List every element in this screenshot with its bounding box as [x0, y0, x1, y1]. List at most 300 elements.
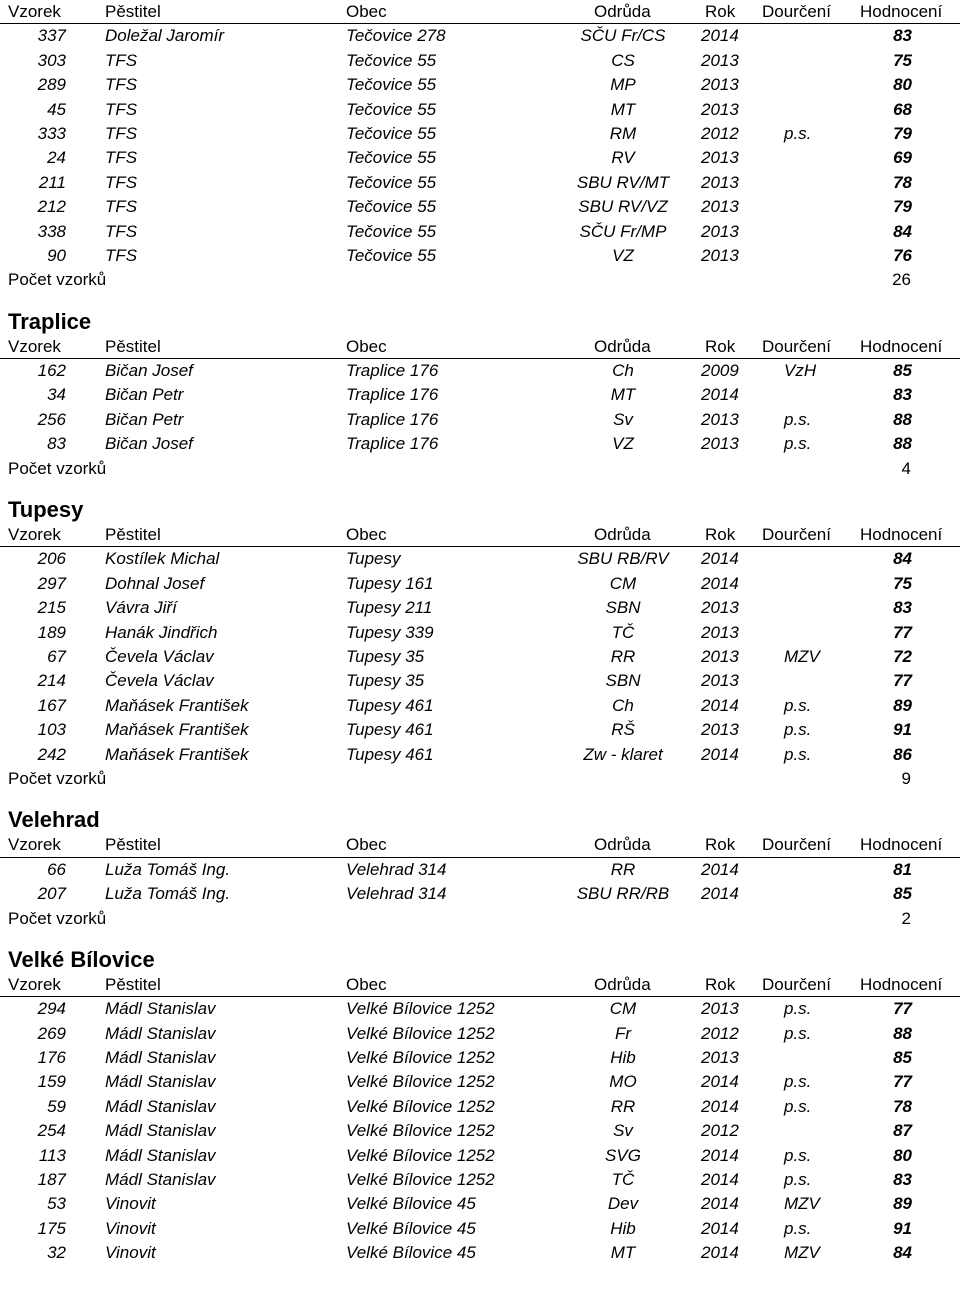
score-cell: 88 — [893, 409, 912, 429]
grower-cell: Kostílek Michal — [105, 549, 220, 569]
variety-cell: CM — [609, 999, 637, 1019]
section-title: Tupesy — [8, 497, 84, 523]
village-cell: Tečovice 55 — [346, 197, 437, 217]
variety-cell: SBU RV/VZ — [578, 197, 668, 217]
classification-cell: p.s. — [784, 999, 812, 1019]
variety-cell: RM — [609, 123, 637, 143]
variety-cell: RR — [610, 646, 636, 666]
table-row — [0, 122, 960, 146]
grower-cell: TFS — [105, 172, 138, 192]
score-cell: 83 — [893, 1170, 912, 1190]
column-header-score: Hodnocení — [860, 336, 943, 356]
year-cell: 2013 — [701, 221, 739, 241]
score-cell: 85 — [893, 884, 912, 904]
year-cell: 2013 — [701, 1048, 739, 1068]
year-cell: 2012 — [701, 1121, 739, 1141]
variety-cell: VZ — [612, 245, 634, 265]
table-row — [0, 98, 960, 122]
village-cell: Tečovice 55 — [346, 172, 437, 192]
variety-cell: RV — [611, 148, 635, 168]
section-title: Velehrad — [8, 807, 100, 833]
village-cell: Traplice 176 — [346, 385, 439, 405]
sample-number-cell: 189 — [37, 622, 66, 642]
grower-cell: TFS — [105, 245, 138, 265]
village-cell: Velké Bílovice 1252 — [346, 1072, 495, 1092]
column-header-grower: Pěstitel — [105, 835, 161, 855]
sample-number-cell: 215 — [37, 598, 66, 618]
variety-cell: MT — [610, 99, 636, 119]
village-cell: Velké Bílovice 1252 — [346, 1145, 495, 1165]
classification-cell: p.s. — [784, 720, 812, 740]
column-header-classification: Dourčení — [762, 525, 831, 545]
village-cell: Tupesy 339 — [346, 622, 434, 642]
table-row — [0, 621, 960, 645]
grower-cell: Mádl Stanislav — [105, 999, 216, 1019]
table-row — [0, 997, 960, 1021]
grower-cell: Doležal Jaromír — [105, 26, 225, 46]
variety-cell: Hib — [610, 1218, 636, 1238]
classification-cell: p.s. — [784, 1072, 812, 1092]
variety-cell: SBU RV/MT — [576, 172, 670, 192]
column-header-grower: Pěstitel — [105, 336, 161, 356]
classification-cell: p.s. — [784, 123, 812, 143]
column-header-year: Rok — [705, 336, 736, 356]
table-row — [0, 24, 960, 48]
variety-cell: TČ — [611, 622, 635, 642]
score-cell: 79 — [893, 197, 912, 217]
year-cell: 2014 — [701, 859, 739, 879]
grower-cell: Vinovit — [105, 1218, 156, 1238]
sample-count-row — [0, 907, 960, 931]
variety-cell: VZ — [612, 434, 634, 454]
variety-cell: RR — [610, 1096, 636, 1116]
year-cell: 2013 — [701, 245, 739, 265]
sample-number-cell: 59 — [47, 1096, 66, 1116]
classification-cell: p.s. — [784, 1023, 812, 1043]
year-cell: 2014 — [701, 1096, 739, 1116]
sample-number-cell: 32 — [47, 1243, 66, 1263]
sample-number-cell: 175 — [37, 1218, 66, 1238]
grower-cell: Bičan Petr — [105, 385, 184, 405]
village-cell: Velké Bílovice 1252 — [346, 1023, 495, 1043]
sample-count-label: Počet vzorků — [8, 458, 107, 478]
village-cell: Tečovice 55 — [346, 245, 437, 265]
sample-count-value: 2 — [901, 908, 911, 928]
score-cell: 79 — [893, 123, 912, 143]
column-header-village: Obec — [346, 2, 387, 21]
year-cell: 2013 — [701, 409, 739, 429]
column-header-classification: Dourčení — [762, 336, 831, 356]
score-cell: 87 — [893, 1121, 912, 1141]
section — [0, 309, 960, 481]
column-header-classification: Dourčení — [762, 835, 831, 855]
variety-cell: CS — [611, 50, 635, 70]
village-cell: Tupesy 461 — [346, 720, 434, 740]
table-row — [0, 1144, 960, 1168]
sample-number-cell: 176 — [37, 1048, 66, 1068]
section-title: Traplice — [8, 308, 92, 334]
sample-number-cell: 338 — [37, 221, 66, 241]
sample-number-cell: 212 — [37, 197, 66, 217]
classification-cell: p.s. — [784, 695, 812, 715]
year-cell: 2013 — [701, 99, 739, 119]
village-cell: Velké Bílovice 45 — [346, 1218, 476, 1238]
score-cell: 78 — [893, 1096, 912, 1116]
grower-cell: Mádl Stanislav — [105, 1145, 216, 1165]
sample-count-value: 4 — [901, 458, 911, 478]
year-cell: 2013 — [701, 720, 739, 740]
variety-cell: SČU Fr/MP — [579, 221, 667, 241]
score-cell: 69 — [893, 148, 912, 168]
variety-cell: MP — [610, 75, 636, 95]
column-header-grower: Pěstitel — [105, 974, 161, 994]
sample-number-cell: 24 — [47, 148, 66, 168]
table-row — [0, 882, 960, 906]
village-cell: Traplice 176 — [346, 409, 439, 429]
table-row — [0, 195, 960, 219]
village-cell: Velehrad 314 — [346, 884, 447, 904]
sample-count-row — [0, 457, 960, 481]
village-cell: Traplice 176 — [346, 361, 439, 381]
classification-cell: MZV — [784, 646, 820, 666]
column-header-sample-number: Vzorek — [8, 974, 61, 994]
village-cell: Velehrad 314 — [346, 859, 447, 879]
village-cell: Velké Bílovice 1252 — [346, 1096, 495, 1116]
column-header-variety: Odrůda — [594, 835, 651, 855]
table-row — [0, 1070, 960, 1094]
column-header-sample-number: Vzorek — [8, 835, 61, 855]
sample-number-cell: 211 — [38, 172, 66, 192]
sample-count-label: Počet vzorků — [8, 270, 107, 290]
grower-cell: Hanák Jindřich — [105, 622, 218, 642]
column-header-variety: Odrůda — [594, 525, 651, 545]
score-cell: 91 — [893, 720, 912, 740]
column-header-year: Rok — [705, 974, 736, 994]
score-cell: 86 — [893, 744, 912, 764]
score-cell: 81 — [893, 859, 912, 879]
variety-cell: Ch — [612, 361, 634, 381]
classification-cell: p.s. — [784, 1218, 812, 1238]
grower-cell: Čevela Václav — [105, 646, 214, 666]
sample-count-row — [0, 767, 960, 791]
grower-cell: TFS — [105, 50, 138, 70]
year-cell: 2012 — [701, 1023, 739, 1043]
score-cell: 84 — [893, 549, 912, 569]
table-row — [0, 146, 960, 170]
table-header — [0, 0, 960, 24]
year-cell: 2009 — [701, 361, 739, 381]
table-row — [0, 694, 960, 718]
score-cell: 83 — [893, 26, 912, 46]
year-cell: 2013 — [701, 622, 739, 642]
grower-cell: Luža Tomáš Ing. — [105, 859, 231, 879]
sample-number-cell: 297 — [37, 573, 66, 593]
score-cell: 84 — [893, 221, 912, 241]
score-cell: 72 — [893, 646, 912, 666]
year-cell: 2013 — [701, 172, 739, 192]
sample-number-cell: 206 — [37, 549, 66, 569]
village-cell: Tupesy 161 — [346, 573, 434, 593]
column-header-score: Hodnocení — [860, 525, 943, 545]
column-header-village: Obec — [346, 336, 387, 356]
table-row — [0, 171, 960, 195]
sample-number-cell: 53 — [47, 1194, 66, 1214]
table-row — [0, 383, 960, 407]
column-header-variety: Odrůda — [594, 974, 651, 994]
sample-number-cell: 303 — [37, 50, 66, 70]
table-row — [0, 432, 960, 456]
sample-number-cell: 90 — [47, 245, 66, 265]
sample-number-cell: 333 — [37, 123, 66, 143]
column-header-score: Hodnocení — [860, 974, 943, 994]
year-cell: 2014 — [701, 1072, 739, 1092]
year-cell: 2013 — [701, 671, 739, 691]
classification-cell: p.s. — [784, 744, 812, 764]
year-cell: 2014 — [701, 549, 739, 569]
score-cell: 75 — [893, 50, 912, 70]
variety-cell: RŠ — [611, 720, 635, 740]
year-cell: 2014 — [701, 1145, 739, 1165]
grower-cell: Mádl Stanislav — [105, 1121, 216, 1141]
score-cell: 85 — [893, 1048, 912, 1068]
village-cell: Tupesy 35 — [346, 646, 425, 666]
grower-cell: Vinovit — [105, 1243, 156, 1263]
year-cell: 2013 — [701, 598, 739, 618]
column-header-grower: Pěstitel — [105, 2, 161, 21]
sample-number-cell: 254 — [37, 1121, 66, 1141]
table-row — [0, 1046, 960, 1070]
sample-number-cell: 159 — [37, 1072, 66, 1092]
variety-cell: CM — [609, 573, 637, 593]
section — [0, 947, 960, 1266]
sample-number-cell: 66 — [47, 859, 66, 879]
grower-cell: Maňásek František — [105, 744, 249, 764]
classification-cell: p.s. — [784, 1170, 812, 1190]
grower-cell: TFS — [105, 123, 138, 143]
column-header-score: Hodnocení — [860, 835, 943, 855]
score-cell: 77 — [893, 1072, 912, 1092]
table-row — [0, 547, 960, 571]
year-cell: 2013 — [701, 75, 739, 95]
score-cell: 83 — [893, 385, 912, 405]
variety-cell: Sv — [613, 409, 633, 429]
classification-cell: MZV — [784, 1194, 820, 1214]
sample-count-row — [0, 268, 960, 292]
grower-cell: Mádl Stanislav — [105, 1096, 216, 1116]
sample-number-cell: 45 — [47, 99, 66, 119]
score-cell: 77 — [893, 622, 912, 642]
village-cell: Tečovice 55 — [346, 221, 437, 241]
variety-cell: Ch — [612, 695, 634, 715]
sample-number-cell: 113 — [38, 1145, 66, 1165]
section-title: Velké Bílovice — [8, 946, 155, 972]
grower-cell: TFS — [105, 99, 138, 119]
year-cell: 2014 — [701, 884, 739, 904]
sample-number-cell: 167 — [37, 695, 66, 715]
sample-count-value: 9 — [901, 768, 911, 788]
village-cell: Tečovice 278 — [346, 26, 446, 46]
sample-number-cell: 83 — [47, 434, 66, 454]
year-cell: 2013 — [701, 646, 739, 666]
score-cell: 84 — [893, 1243, 912, 1263]
grower-cell: Vinovit — [105, 1194, 156, 1214]
year-cell: 2013 — [701, 50, 739, 70]
grower-cell: Mádl Stanislav — [105, 1170, 216, 1190]
column-header-sample-number: Vzorek — [8, 336, 61, 356]
table-row — [0, 596, 960, 620]
column-header-year: Rok — [705, 2, 736, 21]
classification-cell: p.s. — [784, 1096, 812, 1116]
village-cell: Tupesy 461 — [346, 695, 434, 715]
year-cell: 2013 — [701, 434, 739, 454]
table-row — [0, 73, 960, 97]
year-cell: 2014 — [701, 744, 739, 764]
year-cell: 2014 — [701, 1170, 739, 1190]
table-row — [0, 49, 960, 73]
score-cell: 75 — [893, 573, 912, 593]
score-cell: 91 — [893, 1218, 912, 1238]
variety-cell: TČ — [611, 1170, 635, 1190]
variety-cell: RR — [610, 859, 636, 879]
village-cell: Tupesy — [346, 549, 401, 569]
table-row — [0, 1022, 960, 1046]
column-header-year: Rok — [705, 525, 736, 545]
score-cell: 77 — [893, 999, 912, 1019]
table-row — [0, 244, 960, 268]
column-header-village: Obec — [346, 974, 387, 994]
grower-cell: Mádl Stanislav — [105, 1023, 216, 1043]
score-cell: 88 — [893, 1023, 912, 1043]
section — [0, 0, 960, 293]
village-cell: Velké Bílovice 1252 — [346, 999, 495, 1019]
table-header — [0, 335, 960, 359]
variety-cell: SČU Fr/CS — [580, 26, 666, 46]
variety-cell: MO — [609, 1072, 637, 1092]
grower-cell: Bičan Josef — [105, 361, 193, 381]
score-cell: 77 — [893, 671, 912, 691]
table-row — [0, 1192, 960, 1216]
column-header-year: Rok — [705, 835, 736, 855]
table-row — [0, 572, 960, 596]
sample-number-cell: 337 — [37, 26, 66, 46]
table-row — [0, 669, 960, 693]
score-cell: 89 — [893, 695, 912, 715]
sample-number-cell: 269 — [37, 1023, 66, 1043]
variety-cell: SVG — [605, 1145, 641, 1165]
year-cell: 2012 — [701, 123, 739, 143]
year-cell: 2014 — [701, 385, 739, 405]
village-cell: Tupesy 35 — [346, 671, 425, 691]
column-header-classification: Dourčení — [762, 974, 831, 994]
column-header-sample-number: Vzorek — [8, 2, 61, 21]
grower-cell: TFS — [105, 221, 138, 241]
year-cell: 2013 — [701, 197, 739, 217]
column-header-score: Hodnocení — [860, 2, 943, 21]
table-row — [0, 1241, 960, 1265]
village-cell: Velké Bílovice 1252 — [346, 1048, 495, 1068]
village-cell: Velké Bílovice 1252 — [346, 1121, 495, 1141]
grower-cell: Čevela Václav — [105, 671, 214, 691]
sample-number-cell: 187 — [37, 1170, 66, 1190]
classification-cell: MZV — [784, 1243, 820, 1263]
grower-cell: Dohnal Josef — [105, 573, 205, 593]
variety-cell: SBN — [605, 671, 641, 691]
score-cell: 68 — [893, 99, 912, 119]
variety-cell: MT — [610, 385, 636, 405]
score-cell: 80 — [893, 75, 912, 95]
village-cell: Tupesy 211 — [346, 598, 433, 618]
sample-number-cell: 103 — [37, 720, 66, 740]
table-row — [0, 1095, 960, 1119]
classification-cell: p.s. — [784, 434, 812, 454]
village-cell: Velké Bílovice 1252 — [346, 1170, 495, 1190]
table-row — [0, 408, 960, 432]
sample-number-cell: 67 — [47, 646, 66, 666]
score-cell: 80 — [893, 1145, 912, 1165]
variety-cell: MT — [610, 1243, 636, 1263]
table-row — [0, 1217, 960, 1241]
grower-cell: Bičan Petr — [105, 409, 184, 429]
grower-cell: Maňásek František — [105, 720, 249, 740]
table-row — [0, 1119, 960, 1143]
variety-cell: Hib — [610, 1048, 636, 1068]
year-cell: 2014 — [701, 26, 739, 46]
village-cell: Tupesy 461 — [346, 744, 434, 764]
score-cell: 76 — [893, 245, 912, 265]
village-cell: Tečovice 55 — [346, 148, 437, 168]
sample-number-cell: 162 — [37, 361, 66, 381]
table-row — [0, 645, 960, 669]
year-cell: 2013 — [701, 148, 739, 168]
score-cell: 78 — [893, 172, 912, 192]
year-cell: 2014 — [701, 695, 739, 715]
village-cell: Tečovice 55 — [346, 75, 437, 95]
column-header-village: Obec — [346, 835, 387, 855]
grower-cell: Mádl Stanislav — [105, 1048, 216, 1068]
section — [0, 807, 960, 931]
village-cell: Velké Bílovice 45 — [346, 1243, 476, 1263]
table-header — [0, 523, 960, 547]
variety-cell: Zw - klaret — [583, 744, 663, 764]
year-cell: 2013 — [701, 999, 739, 1019]
sample-number-cell: 294 — [37, 999, 66, 1019]
table-row — [0, 858, 960, 882]
column-header-grower: Pěstitel — [105, 525, 161, 545]
village-cell: Tečovice 55 — [346, 99, 437, 119]
grower-cell: TFS — [105, 148, 138, 168]
column-header-sample-number: Vzorek — [8, 525, 61, 545]
grower-cell: TFS — [105, 197, 138, 217]
table-row — [0, 1168, 960, 1192]
year-cell: 2014 — [701, 1194, 739, 1214]
sample-number-cell: 256 — [37, 409, 66, 429]
classification-cell: p.s. — [784, 409, 812, 429]
score-cell: 85 — [893, 361, 912, 381]
table-header — [0, 973, 960, 997]
column-header-variety: Odrůda — [594, 336, 651, 356]
variety-cell: SBU RB/RV — [577, 549, 669, 569]
classification-cell: p.s. — [784, 1145, 812, 1165]
table-header — [0, 833, 960, 857]
village-cell: Tečovice 55 — [346, 50, 437, 70]
score-cell: 88 — [893, 434, 912, 454]
year-cell: 2014 — [701, 573, 739, 593]
sample-number-cell: 34 — [47, 385, 66, 405]
column-header-variety: Odrůda — [594, 2, 651, 21]
variety-cell: Dev — [607, 1194, 639, 1214]
table-row — [0, 220, 960, 244]
village-cell: Velké Bílovice 45 — [346, 1194, 476, 1214]
